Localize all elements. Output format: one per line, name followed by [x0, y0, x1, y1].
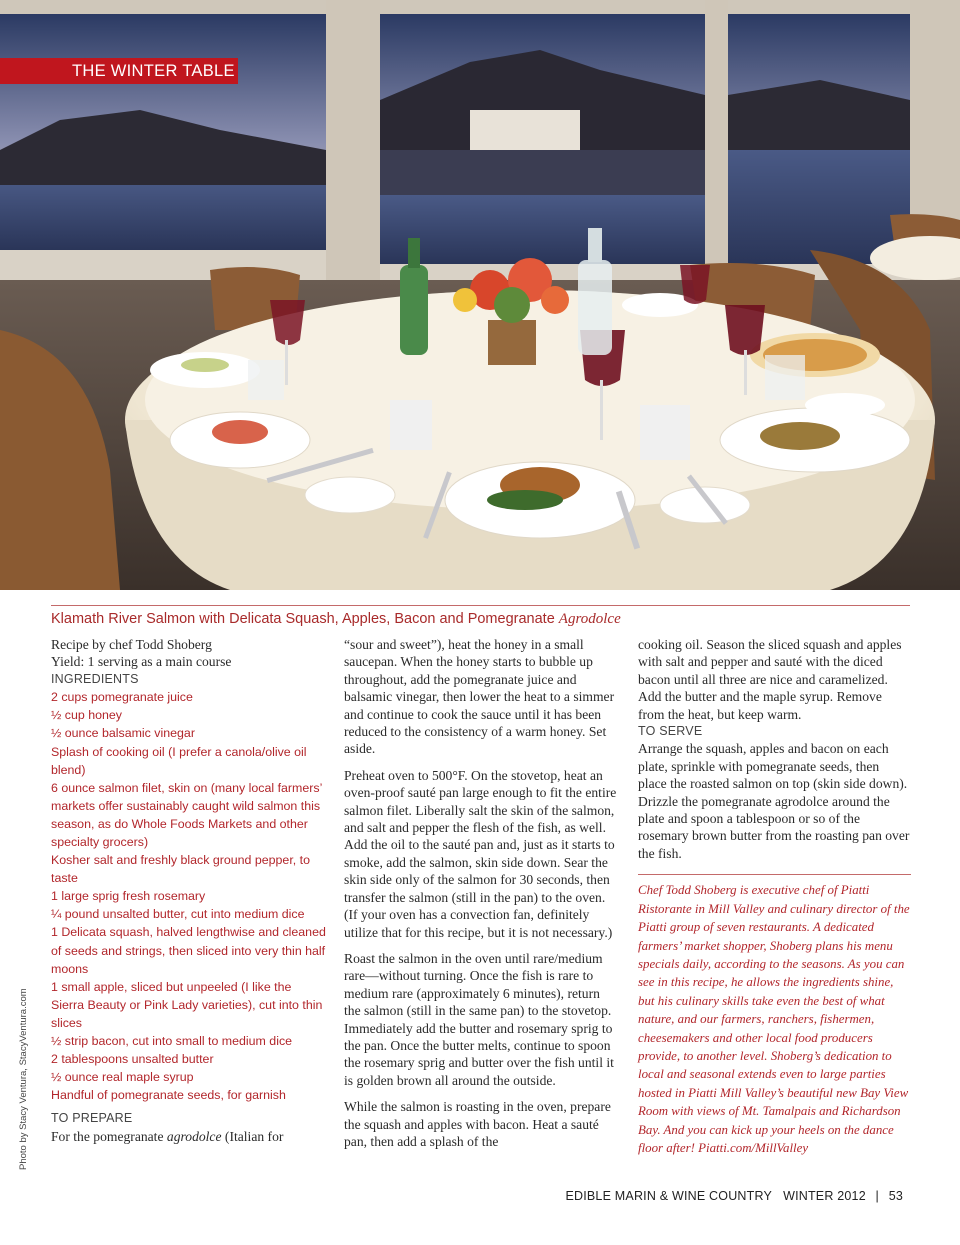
ingredients-heading: INGREDIENTS [51, 671, 139, 686]
bio-rule [638, 874, 911, 875]
ingredient-item: ¼ pound unsalted butter, cut into medium dice [51, 907, 305, 922]
recipe-yield: Yield: 1 serving as a main course [51, 654, 232, 670]
page-number: 53 [888, 1189, 903, 1203]
ingredient-item: 1 Delicata squash, halved lengthwise and cleaned of seeds and strings, then sliced into very thin half moons [51, 925, 326, 976]
issue-label: WINTER 2012 [783, 1189, 866, 1203]
hero-photo [0, 0, 960, 590]
ingredient-item: 1 large sprig fresh rosemary [51, 889, 206, 904]
chef-bio: Chef Todd Shoberg is executive chef of Piatti Ristorante in Mill Valley and culinary director of the Piatti group of seven restaurants. A dedicated farmers’ market shopper, Shoberg plans his menu specials daily, according to the seasons. As you can see in this recipe, he allows the ingredients shine, but his culinary skills take even the best of what nature, and our farmers, ranchers, fishermen, cheesemakers and other local food producers provide, to another level. Shoberg’s dedication to local and seasonal extends even to large parties hosted in Piatti Mill Valley’s beautiful new Bay View Room with views of Mt. Tamalpais and Richardson Bay. And you can kick up your heels on the dance floor after! Piatti.com/MillValley [638, 883, 910, 1155]
ingredients-list [51, 688, 326, 1104]
column-3 [638, 636, 911, 1157]
footer-separator: | [875, 1189, 879, 1203]
ingredient-item: ½ cup honey [51, 708, 122, 723]
publication-name: EDIBLE MARIN & WINE COUNTRY [565, 1189, 773, 1203]
prepare-intro-end: (Italian for [221, 1128, 284, 1144]
window-left [0, 14, 326, 250]
ingredient-item: Splash of cooking oil (I prefer a canola/olive oil blend) [51, 744, 307, 777]
restaurant-table-illustration [0, 0, 960, 590]
method-paragraph: While the salmon is roasting in the oven, prepare the squash and apples with bacon. Heat a sauté pan, then add a splash of the [344, 1099, 611, 1149]
window-center [380, 14, 705, 264]
column-2 [344, 636, 619, 1159]
serve-paragraph: Arrange the squash, apples and bacon on each plate, sprinkle with pomegranate seeds, then place the roasted salmon on top (skin side down). Drizzle the pomegranate agrodolce around the plate and spoon a tablespoon or so of the rosemary brown butter from the roasting pan over the fish. [638, 741, 910, 861]
prepare-heading: TO PREPARE [51, 1111, 133, 1126]
ingredient-item: ½ ounce balsamic vinegar [51, 726, 195, 741]
ingredient-item: ½ ounce real maple syrup [51, 1070, 194, 1085]
ingredient-item: 2 cups pomegranate juice [51, 690, 193, 705]
ingredient-item: Kosher salt and freshly black ground pepper, to taste [51, 853, 310, 886]
prepare-intro-italic: agrodolce [166, 1128, 222, 1144]
title-rule [51, 605, 910, 606]
prepare-intro-start: For the pomegranate [51, 1128, 167, 1144]
recipe-title-main: Klamath River Salmon with Delicata Squash, Apples, Bacon and Pomegranate [51, 611, 559, 627]
window-right [728, 14, 910, 264]
method-paragraph: Preheat oven to 500°F. On the stovetop, heat an oven-proof sauté pan large enough to fit the entire salmon filet. Liberally salt the skin of the salmon, and salt and pepper the flesh of the fish, as well. Add the oil to the sauté pan and, just as it starts to smoke, add the salmon, skin side down. Sear the skin side only of the salmon for 30 seconds, then transfer the salmon (still in the pan) to the oven. (If your oven has a convection fan, definitely utilize that for this recipe, but it is not necessary.) [344, 767, 617, 940]
recipe-byline: Recipe by chef Todd Shoberg [51, 637, 212, 652]
ingredient-item: 6 ounce salmon filet, skin on (many local farmers’ markets offer sustainably caught wild salmon this season, as do Whole Foods Markets and other specialty grocers) [51, 780, 322, 849]
photo-credit: Photo by Stacy Ventura, StacyVentura.com [18, 988, 29, 1170]
ingredient-item: 2 tablespoons unsalted butter [51, 1052, 214, 1067]
page-footer [565, 1189, 903, 1203]
serve-heading: TO SERVE [638, 724, 703, 739]
recipe-title-italic: Agrodolce [558, 611, 621, 627]
method-paragraph: Roast the salmon in the oven until rare/medium rare—without turning. Once the fish is rare to medium rare (approximately 6 minutes), return the salmon (still in the same pan) to the stovetop. Immediately add the butter and rosemary sprig to the pan. Once the butter melts, continue to spoon the rosemary sprig and butter over the fish until it is golden brown all around the outside. [344, 950, 614, 1088]
prepare-intro [51, 1128, 326, 1145]
column-1 [51, 636, 326, 1145]
ingredient-item: 1 small apple, sliced but unpeeled (I like the Sierra Beauty or Pink Lady varieties), cut into thin slices [51, 979, 323, 1030]
method-paragraph: cooking oil. Season the sliced squash and apples with salt and pepper and sauté with the diced bacon until all three are nice and caramelized. Add the butter and the maple syrup. Remove from the heat, but keep warm. [638, 637, 902, 722]
section-banner: THE WINTER TABLE [0, 58, 238, 84]
ingredient-item: Handful of pomegranate seeds, for garnish [51, 1088, 286, 1103]
ingredient-item: ½ strip bacon, cut into small to medium dice [51, 1034, 293, 1048]
method-paragraph: “sour and sweet”), heat the honey in a small saucepan. When the honey starts to bubble up throughout, add the pomegranate juice and balsamic vinegar, then lower the heat to a simmer and continue to cook the sauce until it has been reduced to the consistency of a warm honey. Set aside. [344, 637, 615, 757]
recipe-title [51, 611, 911, 628]
